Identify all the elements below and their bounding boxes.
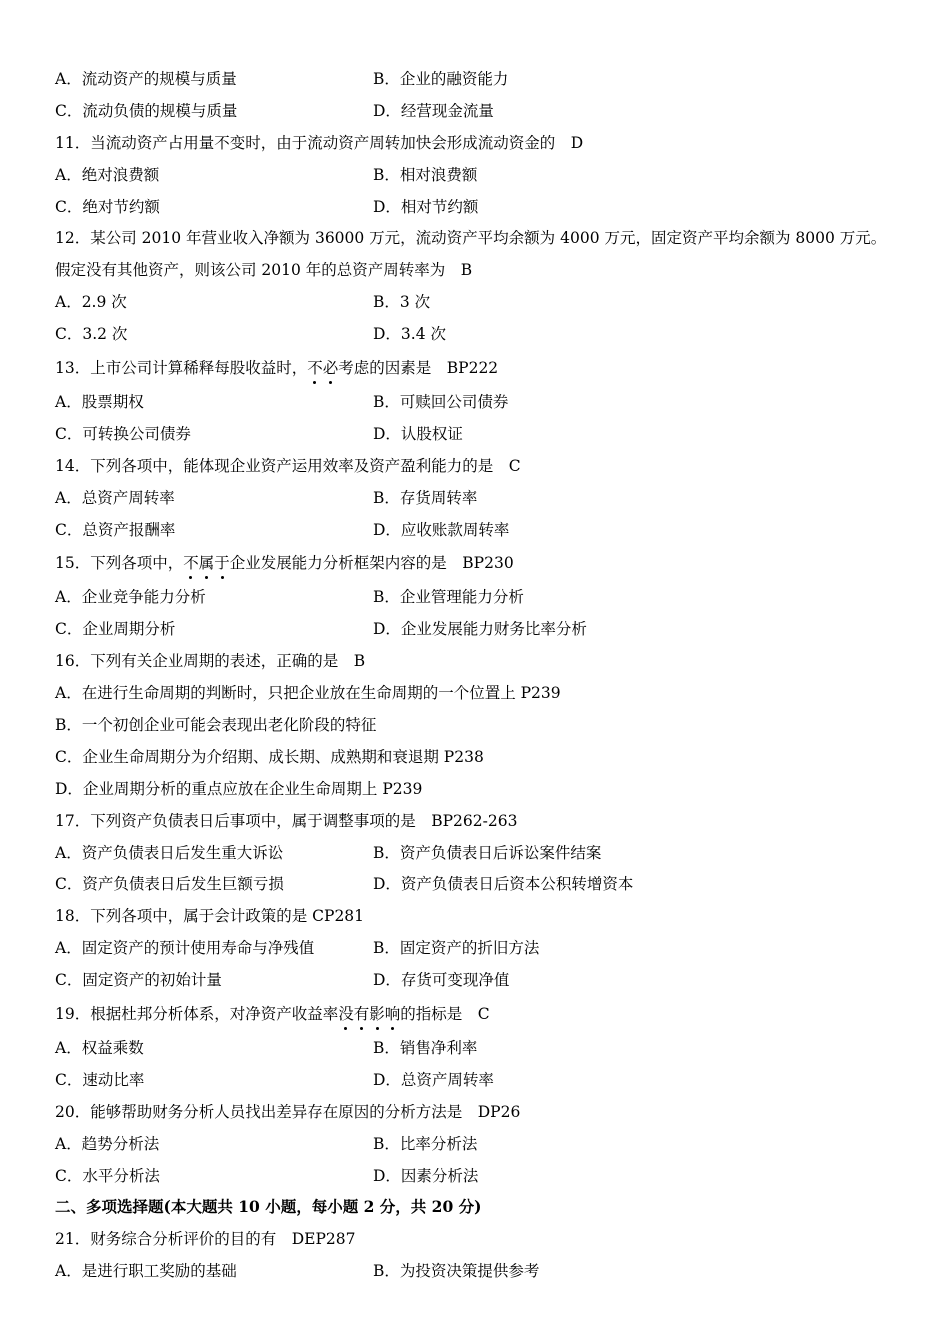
option-left: C．企业周期分析 — [55, 620, 176, 639]
question-text: 12．某公司 2010 年营业收入净额为 36000 万元，流动资产平均余额为 4000 万元，固定资产平均余额为 8000 万元。 — [55, 229, 887, 248]
option-right: B．存货周转率 — [373, 488, 478, 507]
option-left: C．固定资产的初始计量 — [55, 971, 222, 990]
option-row — [55, 158, 915, 190]
option-right: D．总资产周转率 — [373, 1070, 494, 1089]
option-right: B．企业管理能力分析 — [373, 588, 524, 607]
option-row — [55, 285, 915, 317]
question-text-end: 企业发展能力分析框架内容的是 BP230 — [229, 554, 514, 573]
option-row — [55, 62, 915, 94]
emphasis-char: 不 — [183, 551, 199, 573]
option-row — [55, 580, 915, 612]
option-right: D．相对节约额 — [373, 197, 479, 216]
option-row — [55, 513, 915, 545]
option-left: A．资产负债表日后发生重大诉讼 — [55, 843, 284, 862]
emphasis-text — [183, 551, 230, 573]
option-row — [55, 417, 915, 449]
question-text: 13．上市公司计算稀释每股收益时， — [55, 359, 308, 378]
question-line — [55, 221, 915, 253]
question-text: 14．下列各项中，能体现企业资产运用效率及资产盈利能力的是 C — [55, 456, 521, 475]
option-left: A．固定资产的预计使用寿命与净残值 — [55, 939, 315, 958]
option-left: A．趋势分析法 — [55, 1134, 160, 1153]
question-line — [55, 899, 915, 931]
option-row — [55, 836, 915, 868]
option-row — [55, 931, 915, 963]
question-line — [55, 253, 915, 285]
option-row — [55, 1159, 915, 1191]
option-right: B．相对浪费额 — [373, 165, 478, 184]
option-row — [55, 867, 915, 899]
option-row — [55, 1254, 915, 1286]
emphasis-char: 于 — [214, 551, 230, 573]
option-left: A．股票期权 — [55, 392, 144, 411]
emphasis-char: 没 — [338, 1002, 354, 1024]
option-right: D．资产负债表日后资本公积转增资本 — [373, 875, 634, 894]
option-left: A．企业竞争能力分析 — [55, 588, 206, 607]
option-right: B．资产负债表日后诉讼案件结案 — [373, 843, 602, 862]
option-right: D．因素分析法 — [373, 1166, 479, 1185]
question-text: 17．下列资产负债表日后事项中，属于调整事项的是 BP262-263 — [55, 811, 518, 830]
section-heading-text: 二、多项选择题(本大题共 10 小题，每小题 2 分，共 20 分) — [55, 1197, 482, 1217]
option-left: C．水平分析法 — [55, 1166, 160, 1185]
question-line — [55, 676, 915, 708]
option-right: B．企业的融资能力 — [373, 69, 509, 88]
option-right: D．存货可变现净值 — [373, 971, 510, 990]
question-text-end: 考虑的因素是 BP222 — [338, 359, 499, 378]
question-line — [55, 1095, 915, 1127]
question-text: C．企业生命周期分为介绍期、成长期、成熟期和衰退期 P238 — [55, 747, 484, 766]
option-left: A．流动资产的规模与质量 — [55, 69, 237, 88]
option-left: A．绝对浪费额 — [55, 165, 160, 184]
emphasis-char: 属 — [199, 551, 215, 573]
option-row — [55, 317, 915, 349]
option-left: C．流动负债的规模与质量 — [55, 101, 238, 120]
question-line — [55, 772, 915, 804]
question-line — [55, 544, 915, 580]
question-text: 15．下列各项中， — [55, 554, 184, 573]
option-right: B．销售净利率 — [373, 1038, 478, 1057]
option-left: A．权益乘数 — [55, 1038, 144, 1057]
option-row — [55, 1127, 915, 1159]
option-left: C．3.2 次 — [55, 325, 128, 344]
option-right: B．为投资决策提供参考 — [373, 1262, 540, 1281]
option-left: C．资产负债表日后发生巨额亏损 — [55, 875, 284, 894]
question-text: D．企业周期分析的重点应放在企业生命周期上 P239 — [55, 779, 423, 798]
option-row — [55, 1063, 915, 1095]
option-right: B．3 次 — [373, 293, 431, 312]
emphasis-char: 影 — [369, 1002, 385, 1024]
question-text: 18．下列各项中，属于会计政策的是 CP281 — [55, 907, 365, 926]
question-line — [55, 740, 915, 772]
question-text: 21．财务综合分析评价的目的有 DEP287 — [55, 1230, 356, 1249]
option-right: B．比率分析法 — [373, 1134, 478, 1153]
question-text: 11．当流动资产占用量不变时，由于流动资产周转加快会形成流动资金的 D — [55, 133, 584, 152]
option-row — [55, 481, 915, 513]
question-line — [55, 804, 915, 836]
option-right: B．固定资产的折旧方法 — [373, 939, 540, 958]
question-text: 16．下列有关企业周期的表述，正确的是 B — [55, 652, 366, 671]
emphasis-text — [338, 1002, 400, 1024]
option-left: C．总资产报酬率 — [55, 520, 176, 539]
question-text: 19．根据杜邦分析体系，对净资产收益率 — [55, 1005, 339, 1024]
option-left: A．总资产周转率 — [55, 488, 175, 507]
option-row — [55, 963, 915, 995]
question-line — [55, 349, 915, 385]
question-line — [55, 708, 915, 740]
exam-page — [55, 62, 915, 1286]
question-text: B．一个初创企业可能会表现出老化阶段的特征 — [55, 715, 377, 734]
option-row — [55, 1031, 915, 1063]
option-left: C．绝对节约额 — [55, 197, 160, 216]
section-heading — [55, 1191, 915, 1223]
option-row — [55, 385, 915, 417]
option-right: D．应收账款周转率 — [373, 520, 510, 539]
question-line — [55, 1222, 915, 1254]
option-row — [55, 612, 915, 644]
option-row — [55, 94, 915, 126]
option-left: A．是进行职工奖励的基础 — [55, 1262, 237, 1281]
option-row — [55, 190, 915, 222]
emphasis-char: 响 — [385, 1002, 401, 1024]
question-line — [55, 644, 915, 676]
emphasis-text — [307, 356, 338, 378]
option-left: A．2.9 次 — [55, 293, 127, 312]
question-text: 假定没有其他资产，则该公司 2010 年的总资产周转率为 B — [55, 261, 473, 280]
option-left: C．速动比率 — [55, 1070, 145, 1089]
option-right: B．可赎回公司债券 — [373, 392, 509, 411]
question-line — [55, 449, 915, 481]
question-line — [55, 126, 915, 158]
question-text: 20．能够帮助财务分析人员找出差异存在原因的分析方法是 DP26 — [55, 1102, 521, 1121]
emphasis-char: 有 — [354, 1002, 370, 1024]
emphasis-char: 必 — [323, 356, 339, 378]
question-text: A．在进行生命周期的判断时，只把企业放在生命周期的一个位置上 P239 — [55, 684, 561, 703]
option-left: C．可转换公司债券 — [55, 424, 191, 443]
question-line — [55, 995, 915, 1031]
option-right: D．经营现金流量 — [373, 101, 494, 120]
option-right: D．认股权证 — [373, 424, 463, 443]
option-right: D．3.4 次 — [373, 325, 447, 344]
option-right: D．企业发展能力财务比率分析 — [373, 620, 587, 639]
question-text-end: 的指标是 C — [400, 1005, 490, 1024]
emphasis-char: 不 — [307, 356, 323, 378]
